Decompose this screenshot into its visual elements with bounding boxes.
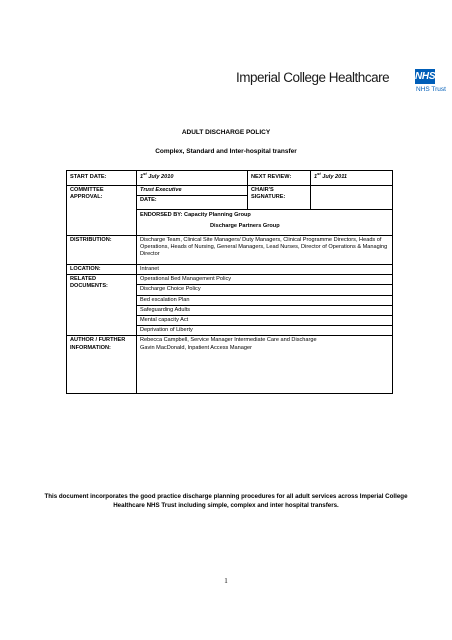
distribution-row [67,236,393,265]
distribution-label: DISTRIBUTION: [67,236,137,265]
distribution-value: Discharge Team, Clinical Site Managers/ Duty Managers, Clinical Programme Directors, Heads of Operations, Heads of Nursing, General Managers, Lead Nurses, Director of Operations & Managing Director [137,236,393,265]
location-value: Intranet [137,265,393,275]
author-row [67,336,393,394]
dates-row [67,171,393,186]
endorsed-cell [137,210,393,236]
related-doc-item: Deprivation of Liberty [140,327,193,334]
related-doc-item: Safeguarding Adults [137,306,392,316]
footer-statement: This document incorporates the good practice discharge planning procedures for all adult services across Imperial College Healthcare NHS Trust including simple, complex and inter hospital transfers. [44,493,408,509]
start-date-value: 1st July 2010 [137,171,248,186]
related-doc-item: Operational Bed Management Policy [137,275,392,285]
chairs-signature-label: CHAIR'S SIGNATURE: [248,186,311,210]
committee-row [67,186,393,210]
endorsed-group-2: Discharge Partners Group [210,223,280,230]
location-label: LOCATION: [67,265,137,275]
committee-approval-label: COMMITTEE APPROVAL: [67,186,137,236]
next-review-value: 1st July 2011 [311,171,393,186]
endorsed-by-text: ENDORSED BY: Capacity Planning Group [140,212,251,218]
committee-value: Trust Executive [137,186,247,196]
start-date-label: START DATE: [67,171,137,186]
related-doc-item: Discharge Choice Policy [137,285,392,295]
logo-name: Imperial College Healthcare [236,70,390,85]
document-subtitle: Complex, Standard and Inter-hospital transfer [155,148,297,155]
author-cell [137,336,393,394]
policy-info-table [66,170,393,394]
related-documents-list [137,275,393,336]
page-number: 1 [224,577,228,585]
related-doc-item: Bed escalation Plan [137,296,392,306]
next-review-label: NEXT REVIEW: [248,171,311,186]
related-row [67,275,393,336]
committee-cell [137,186,248,210]
nhs-trust-label: NHS Trust [416,86,446,93]
document-title: ADULT DISCHARGE POLICY [181,129,271,136]
location-row [67,265,393,275]
author-line-2: Gavin MacDonald, Inpatient Access Manager [140,344,252,351]
chairs-signature-value [311,186,393,210]
trust-logo [236,66,446,102]
related-documents-label: RELATED DOCUMENTS: [67,275,137,336]
author-line-1: Rebecca Campbell, Service Manager Intermediate Care and Discharge [140,337,317,344]
related-doc-item: Mental capacity Act [137,316,392,326]
approval-date-label: DATE: [140,197,157,204]
nhs-logo-icon: NHS [415,71,436,82]
author-label: AUTHOR / FURTHER INFORMATION: [67,336,137,394]
